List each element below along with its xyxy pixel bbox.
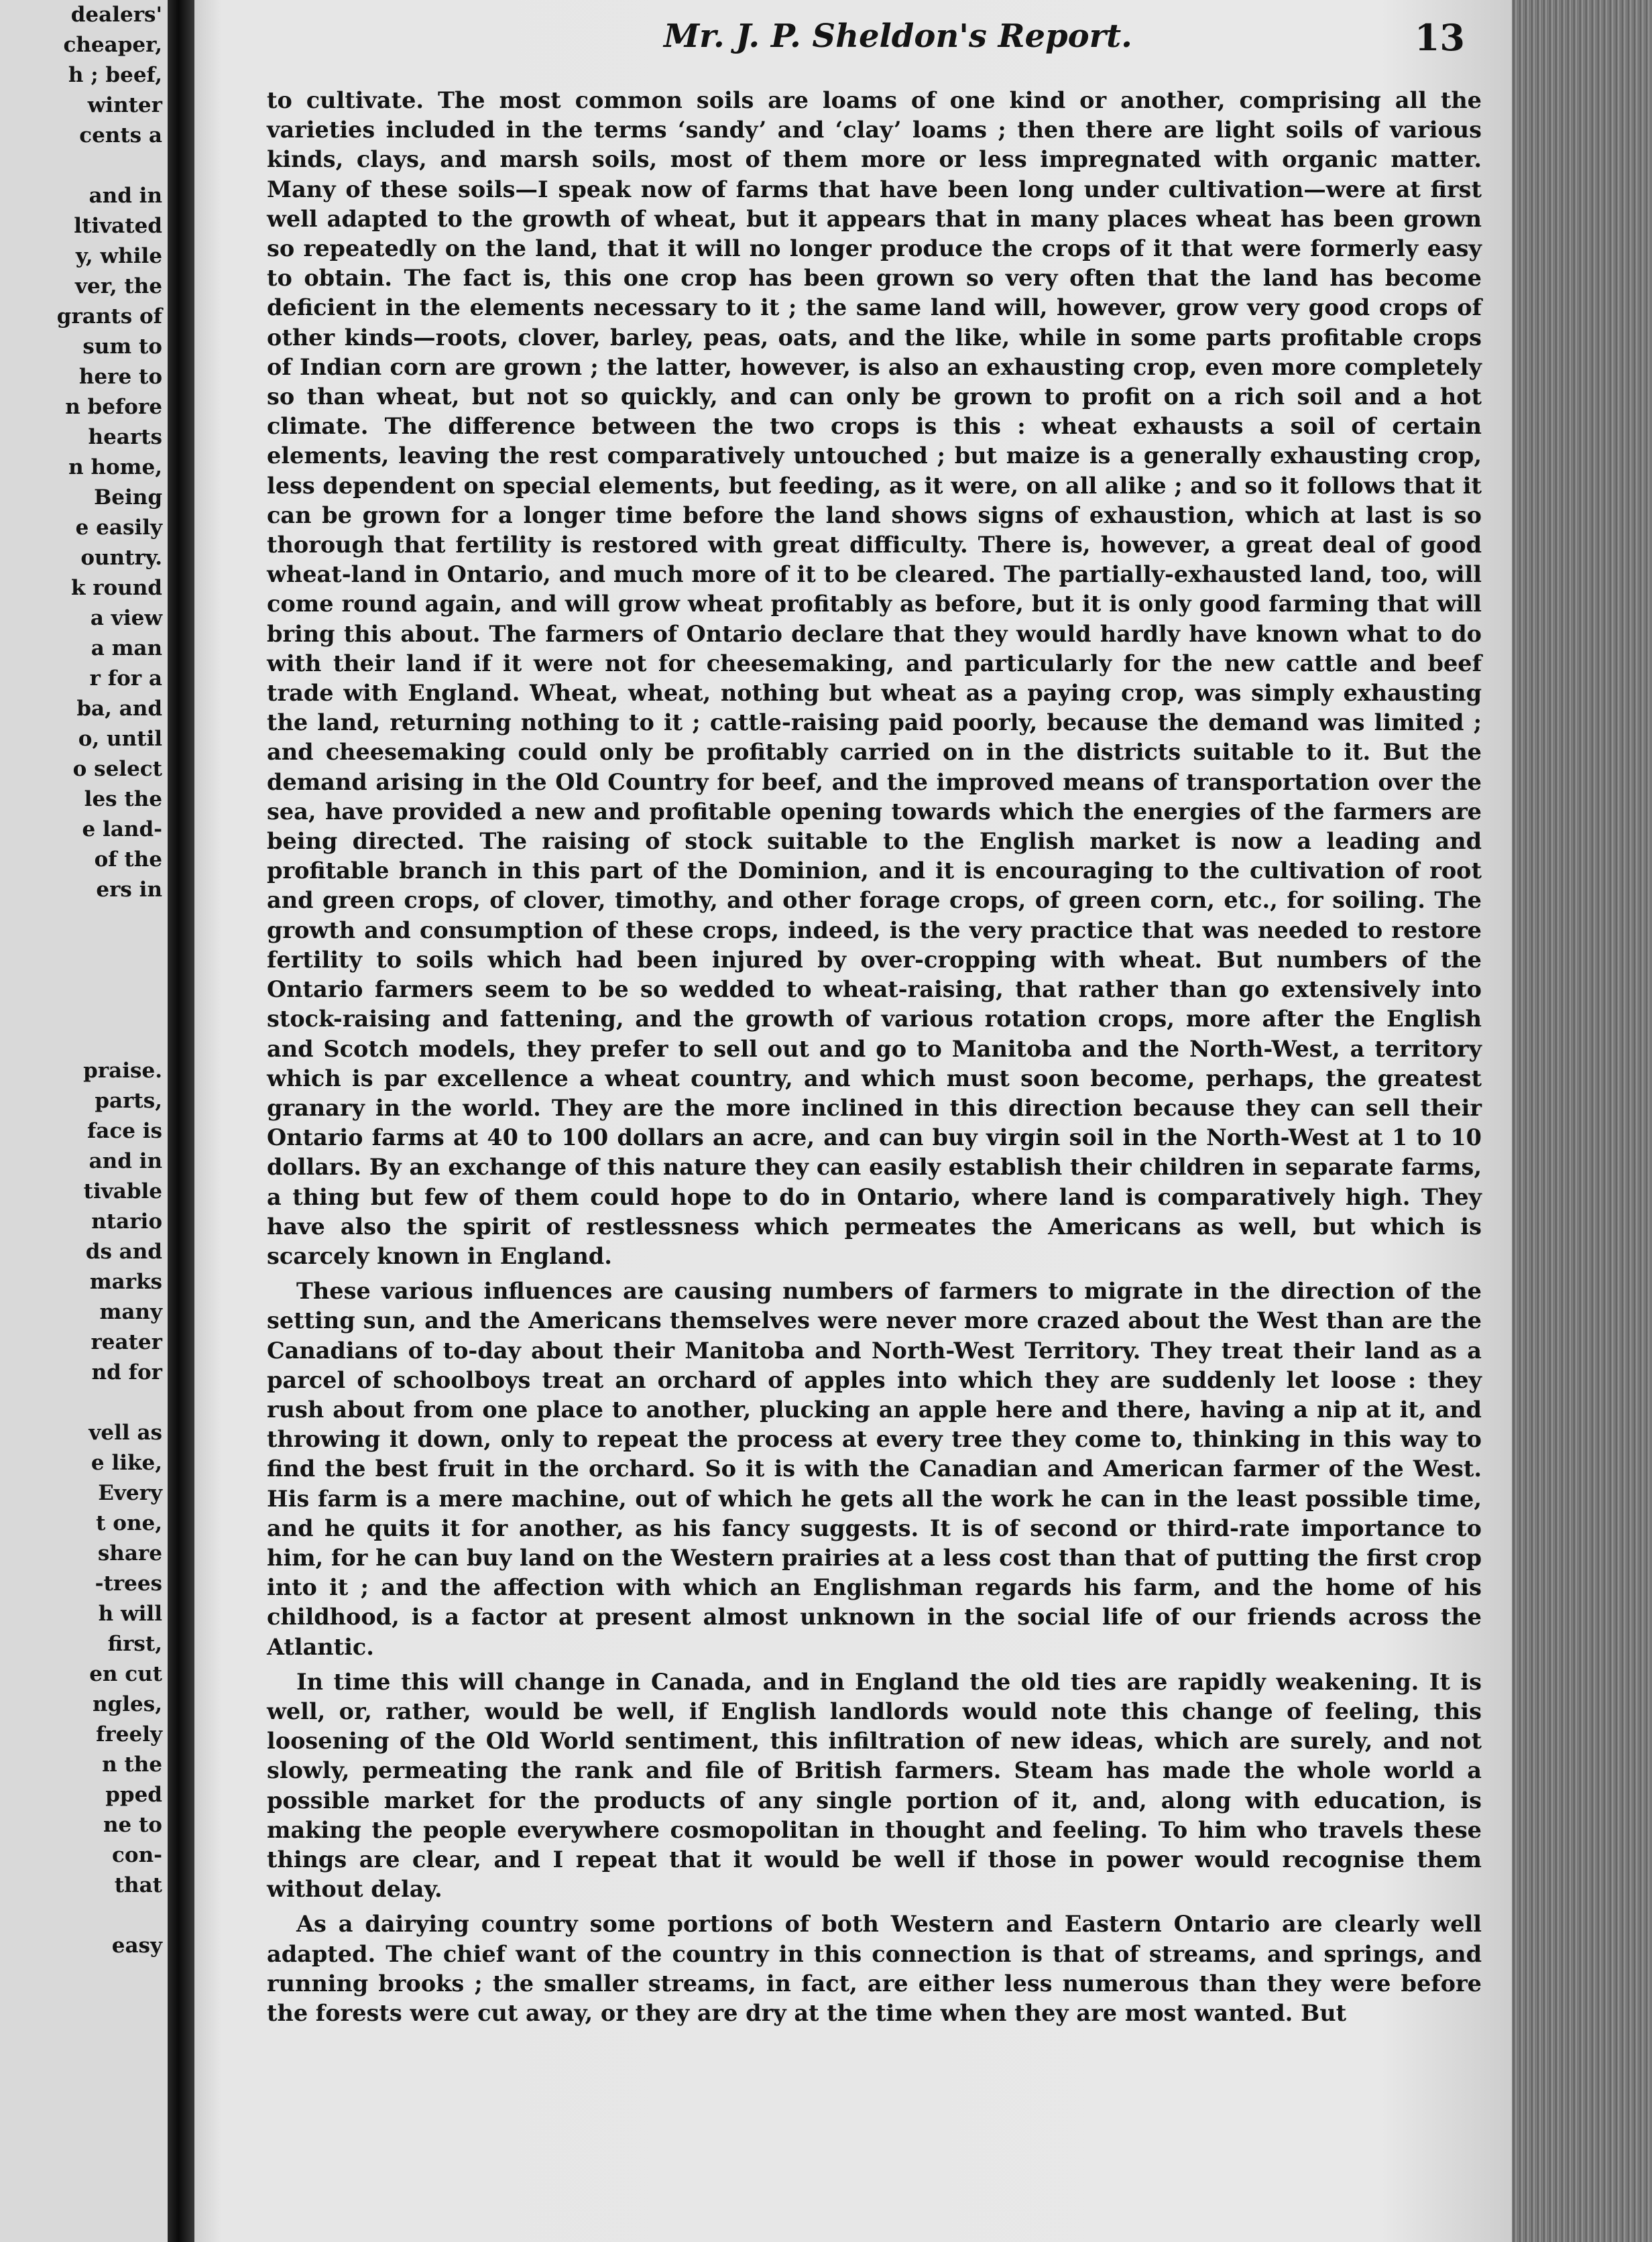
facing-page-fragment: a man [91,636,162,660]
facing-page-fragment [0,1388,168,1418]
facing-page-fragment: cents a [79,123,162,148]
facing-page-fragment: sum to [82,335,162,359]
facing-page-fragment: n before [65,395,162,419]
facing-page-fragment: ds and [85,1240,162,1264]
facing-page-fragment: grants of [56,304,162,329]
facing-page-fragment: hearts [88,425,162,449]
facing-page-fragment: dealers' [70,3,162,27]
facing-page-fragment: marks [89,1270,162,1294]
facing-page-fragment: pped [105,1783,162,1807]
body-text [267,86,1482,2028]
facing-page-fragment: here to [78,365,162,389]
facing-page-fragment: e like, [91,1451,162,1475]
facing-page-fragment: les the [84,787,162,811]
facing-page-fragment: of the [94,847,162,872]
facing-page-fragment: reater [91,1330,162,1354]
facing-page-fragment: e land- [82,817,162,841]
page-number: 13 [1414,16,1465,59]
facing-page-fragment: Every [98,1481,162,1505]
running-title: Mr. J. P. Sheldon's Report. [664,17,1132,55]
facing-page-fragment: ers in [96,878,162,902]
facing-page-fragment: r for a [89,666,162,691]
paragraph: These various influences are causing numbers of farmers to migrate in the direction of the setting sun, and the Americans themselves were never more crazed about the West than are the Canadians of to-day about their Manitoba and North-West Territory. They treat their land as a parcel of schoolboys treat an orchard of apples into which they are suddenly let loose : they rush about from one place to another, plucking an apple here and there, having a nip at it, and throwing it down, only to repeat the process at every tree they come to, thinking in this way to find the best fruit in the orchard. So it is with the Canadian and American farmer of the West. His farm is a mere machine, out of which he gets all the work he can in the least possible time, and he quits it for another, as his fancy suggests. It is of second or third-rate importance to him, for he can buy land on the Western prairies at a less cost than that of putting the first crop into it ; and the affection with which an Englishman regards his farm, and the home of his childhood, is a factor at present almost unknown in the social life of our friends across the Atlantic. [267,1278,1482,1660]
facing-page-fragment: praise. [83,1059,162,1083]
facing-page-fragment: tivable [83,1179,162,1203]
facing-page-fragment [0,151,168,181]
facing-page-fragment: t one, [96,1511,162,1535]
facing-page-fragment: h will [98,1602,162,1626]
facing-page-text-fragments [0,0,168,1961]
facing-page-fragment [0,905,168,935]
facing-page-fragment: nd for [91,1360,162,1384]
facing-page-fragment: freely [96,1722,162,1747]
facing-page-fragment: vell as [88,1421,162,1445]
facing-page-fragment: many [99,1300,162,1324]
facing-page-fragment: e easily [75,516,162,540]
paragraph: to cultivate. The most common soils are loams of one kind or another, comprising all the varieties included in the terms ‘sandy’ and ‘clay’ loams ; then there are light soils of various kinds, clays, and marsh soils, most of them more or less impregnated with organic matter. Many of these soils—I speak now of farms that have been long under cultivation—were at first well adapted to the growth of wheat, but it appears that in many places wheat has been grown so repeatedly on the land, that it will no longer produce the crops of it that were formerly easy to obtain. The fact is, this one crop has been grown so very often that the land has become deficient in the elements necessary to it ; the same land will, however, grow very good crops of other kinds—roots, clover, barley, peas, oats, and the like, while in some parts profitable crops of Indian corn are grown ; the latter, however, is also an exhausting crop, even more completely so than wheat, but not so quickly, and can only be grown to profit on a rich soil and a hot climate. The difference between the two crops is this : wheat exhausts a soil of certain elements, leaving the rest comparatively untouched ; but maize is a generally exhausting crop, less dependent on special elements, but feeding, as it were, on all alike ; and so it follows that it can be grown for a longer time before the land shows signs of exhaustion, which at last is so thorough that fertility is restored with great difficulty. There is, however, a great deal of good wheat-land in Ontario, and much more of it to be cleared. The partially-exhausted land, too, will come round again, and will grow wheat profitably as before, but it is only good farming that will bring this about. The farmers of Ontario declare that they would hardly have known what to do with their land if it were not for cheesemaking, and particularly for the new cattle and beef trade with England. Wheat, wheat, nothing but wheat as a paying crop, was simply exhausting the land, returning nothing to it ; cattle-raising paid poorly, because the demand was limited ; and cheesemaking could only be profitably carried on in the districts suitable to it. But the demand arising in the Old Country for beef, and the improved means of transportation over the sea, have provided a new and profitable opening towards which the energies of the farmers are being directed. The raising of stock suitable to the English market is now a leading and profitable branch in this part of the Dominion, and it is encouraging to the cultivation of root and green crops, of clover, timothy, and other forage crops, of green corn, etc., for soiling. The growth and consumption of these crops, indeed, is the very practice that was needed to restore fertility to soils which had been injured by over-cropping with wheat. But numbers of the Ontario farmers seem to be so wedded to wheat-raising, that rather than go extensively into stock-raising and fattening, and the growth of various rotation crops, more after the English and Scotch models, they prefer to sell out and go to Manitoba and the North-West, a territory which is par excellence a wheat country, and which must soon become, perhaps, the greatest granary in the world. They are the more inclined in this direction because they can sell their Ontario farms at 40 to 100 dollars an acre, and can buy virgin soil in the North-West at 1 to 10 dollars. By an exchange of this nature they can easily establish their children in separate farms, a thing but few of them could hope to do in Ontario, where land is comparatively high. They have also the spirit of restlessness which permeates the Americans as well, but which is scarcely known in England. [267,87,1482,1269]
facing-page-fragment: ne to [103,1813,162,1837]
facing-page-fragment [0,996,168,1026]
facing-page-fragment: h ; beef, [68,63,162,87]
facing-page-fragment: first, [107,1632,162,1656]
facing-page [0,0,168,2242]
facing-page-fragment: o select [72,757,162,781]
facing-page-fragment: face is [86,1119,162,1143]
facing-page-fragment [0,1026,168,1056]
facing-page-fragment: parts, [95,1089,162,1113]
facing-page-fragment: and in [88,184,162,208]
facing-page-fragment: that [114,1873,162,1897]
facing-page-fragment: and in [88,1149,162,1173]
facing-page-fragment [0,1901,168,1931]
page-edges [1512,0,1652,2242]
facing-page-fragment: winter [87,93,162,117]
book-gutter [168,0,194,2242]
facing-page-fragment: cheaper, [63,33,162,57]
facing-page-fragment: o, until [78,727,162,751]
facing-page-fragment: k round [70,576,162,600]
facing-page-fragment: easy [111,1934,162,1958]
facing-page-fragment: n home, [68,455,162,479]
facing-page-fragment: ngles, [93,1692,162,1716]
facing-page-fragment: -trees [95,1572,162,1596]
facing-page-fragment: ntario [91,1210,162,1234]
facing-page-fragment [0,935,168,965]
facing-page-fragment: ltivated [74,214,162,238]
facing-page-fragment: con- [112,1843,162,1867]
facing-page-fragment: ver, the [75,274,162,298]
paragraph: In time this will change in Canada, and in England the old ties are rapidly weakening. It is well, or, rather, would be well, if English landlords would note this change of feeling, this loosening of the Old World sentiment, this infiltration of new ideas, which are surely, and not slowly, permeating the rank and file of British farmers. Steam has made the whole world a possible market for the products of any single portion of it, and, along with education, is making the people everywhere cosmopolitan in thought and feeling. To him who travels these things are clear, and I repeat that it would be well if those in power would recognise them without delay. [267,1668,1482,1903]
facing-page-fragment: a view [90,606,162,630]
running-head [194,12,1512,59]
facing-page-fragment: share [97,1541,162,1566]
facing-page-fragment: ba, and [76,697,162,721]
paragraph: As a dairying country some portions of both Western and Eastern Ontario are clearly well adapted. The chief want of the country in this connection is that of streams, and springs, and running brooks ; the smaller streams, in fact, are either less numerous than they were before the forests were cut away, or they are dry at the time when they are most wanted. But [267,1911,1482,2026]
facing-page-fragment [0,965,168,996]
facing-page-fragment: n the [102,1753,162,1777]
facing-page-fragment: en cut [89,1662,162,1686]
facing-page-fragment: ountry. [80,546,162,570]
facing-page-fragment: Being [94,485,162,510]
facing-page-fragment: y, while [75,244,162,268]
